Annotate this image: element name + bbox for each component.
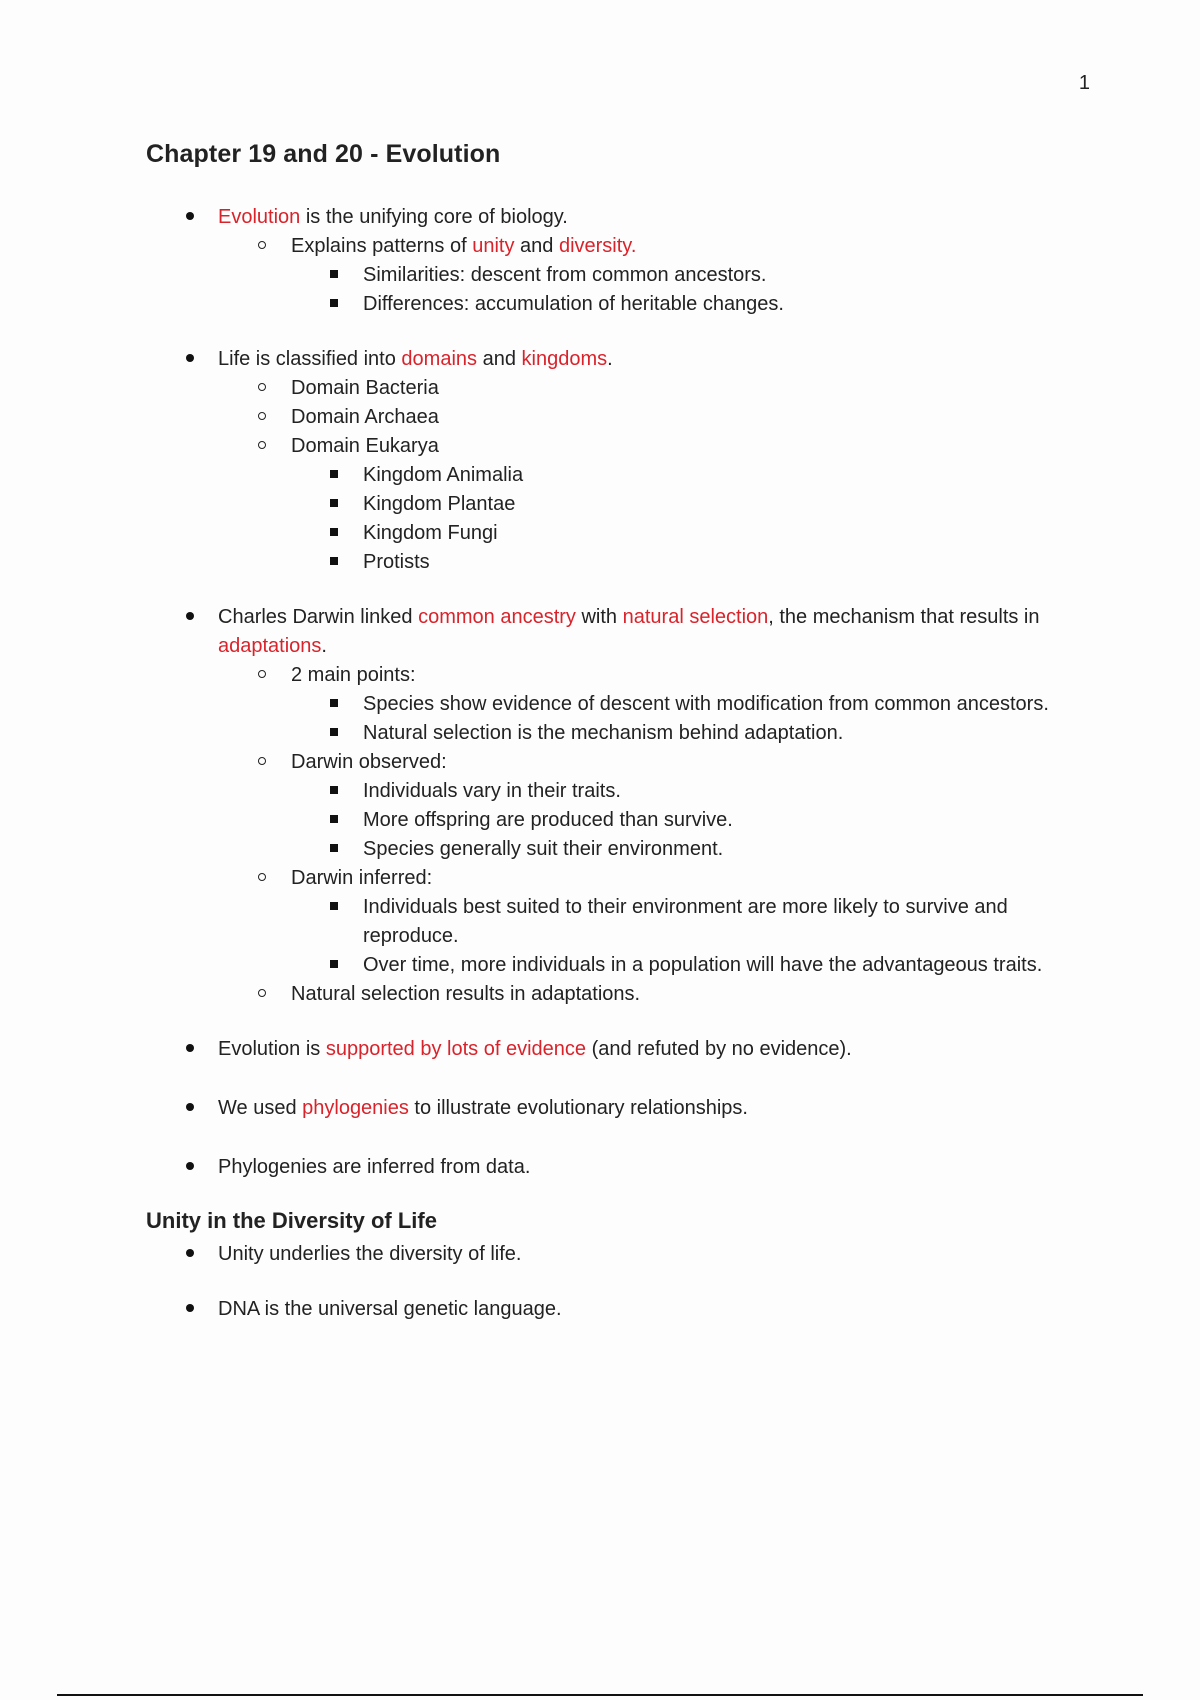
bullet-square-icon [324, 951, 344, 980]
page-number: 1 [1078, 72, 1090, 94]
item-text: Kingdom Plantae [363, 493, 516, 515]
item-text: Charles Darwin linked [218, 606, 419, 628]
bullet-phylogenies-data [146, 1153, 1086, 1182]
list-item [146, 835, 1086, 864]
bullet-square-icon [324, 290, 344, 319]
item-text: Individuals vary in their traits. [363, 780, 621, 802]
bullet-square-icon [324, 777, 344, 806]
item-text: Domain Archaea [291, 406, 439, 428]
item-text: is the unifying core of biology. [300, 206, 568, 228]
item-text: . [630, 235, 637, 257]
highlight-term: diversity [558, 235, 631, 257]
bullet-circle-icon [252, 661, 272, 690]
item-text: Life is classified into [218, 348, 402, 370]
item-text: . [321, 635, 327, 657]
list-item [146, 748, 1086, 777]
list-item [146, 980, 1086, 1009]
bullet-dot-icon [180, 1094, 200, 1123]
bullet-circle-icon [252, 748, 272, 777]
bullet-dot-icon [180, 1035, 200, 1064]
bullet-dot-icon [180, 1153, 200, 1182]
item-text: Domain Bacteria [291, 377, 439, 399]
list-item [146, 203, 1086, 232]
item-text: (and refuted by no evidence). [586, 1038, 852, 1060]
item-text: Protists [363, 551, 430, 573]
list-item [146, 864, 1086, 893]
document-body [146, 140, 1086, 1350]
highlight-term: phylogenies [302, 1097, 409, 1119]
item-text: Species show evidence of descent with modification from common ancestors. [363, 693, 1049, 715]
bullet-phylogenies [146, 1094, 1086, 1123]
item-text: Evolution is [218, 1038, 326, 1060]
highlight-term: common ancestry [418, 606, 576, 628]
list-item [146, 403, 1086, 432]
section-heading: Unity in the Diversity of Life [146, 1208, 437, 1233]
list-item [146, 777, 1086, 806]
item-text: More offspring are produced than survive. [363, 809, 733, 831]
list-item [146, 432, 1086, 461]
item-text: Darwin inferred: [291, 867, 433, 889]
highlight-term: unity [472, 235, 515, 257]
bullet-dot-icon [180, 1240, 200, 1269]
list-item [146, 1094, 1086, 1123]
item-text: Species generally suit their environment. [363, 838, 724, 860]
highlight-term: Evolution [218, 206, 301, 228]
list-item [146, 490, 1086, 519]
item-text: with [575, 606, 623, 628]
list-item [146, 1153, 1086, 1182]
item-text: Domain Eukarya [291, 435, 439, 457]
item-text: Kingdom Fungi [363, 522, 498, 544]
item-text: Phylogenies are inferred from data. [218, 1156, 531, 1178]
highlight-term: supported by lots of evidence [325, 1038, 587, 1060]
document-title: Chapter 19 and 20 - Evolution [146, 140, 501, 168]
bullet-square-icon [324, 548, 344, 577]
list-item [146, 1035, 1086, 1064]
bullet-dot-icon [180, 603, 200, 632]
list-item [146, 548, 1086, 577]
item-text: to illustrate evolutionary relationships. [408, 1097, 748, 1119]
item-text: We used [218, 1097, 303, 1119]
list-item [146, 719, 1086, 748]
list-item [146, 893, 1086, 951]
bullet-circle-icon [252, 864, 272, 893]
bullet-square-icon [324, 461, 344, 490]
list-item [146, 690, 1086, 719]
list-item [146, 461, 1086, 490]
bullet-square-icon [324, 690, 344, 719]
bullet-darwin [146, 603, 1086, 1009]
list-item [146, 951, 1086, 980]
list-item [146, 806, 1086, 835]
bullet-evidence [146, 1035, 1086, 1064]
item-text: Kingdom Animalia [363, 464, 524, 486]
bullet-circle-icon [252, 432, 272, 461]
list-item [146, 232, 1086, 261]
item-text: Darwin observed: [291, 751, 447, 773]
bullet-square-icon [324, 893, 344, 922]
highlight-term: domains [401, 348, 478, 370]
page-bottom-rule [57, 1694, 1143, 1696]
list-item [146, 290, 1086, 319]
bullet-circle-icon [252, 403, 272, 432]
bullet-square-icon [324, 835, 344, 864]
item-text: Natural selection is the mechanism behind adaptation. [363, 722, 844, 744]
item-text: Unity underlies the diversity of life. [218, 1243, 522, 1265]
bullet-unity [146, 1240, 1086, 1269]
bullet-evolution-core [146, 203, 1086, 319]
bullet-square-icon [324, 261, 344, 290]
item-text: DNA is the universal genetic language. [218, 1298, 562, 1320]
bullet-circle-icon [252, 232, 272, 261]
list-item [146, 261, 1086, 290]
list-item [146, 661, 1086, 690]
bullet-dna [146, 1295, 1086, 1324]
item-text: Similarities: descent from common ancestors. [363, 264, 767, 286]
item-text: and [514, 235, 559, 257]
bullet-circle-icon [252, 374, 272, 403]
item-text: Over time, more individuals in a population will have the advantageous traits. [363, 954, 1043, 976]
list-item [146, 519, 1086, 548]
highlight-term: kingdoms [521, 348, 608, 370]
bullet-square-icon [324, 719, 344, 748]
item-text: and [477, 348, 522, 370]
item-text: . [607, 348, 613, 370]
item-text: Explains patterns of [291, 235, 473, 257]
item-text: Individuals best suited to their environment are more likely to survive and reproduce. [363, 896, 1008, 947]
bullet-classification [146, 345, 1086, 577]
bullet-circle-icon [252, 980, 272, 1009]
list-item [146, 603, 1086, 661]
bullet-square-icon [324, 806, 344, 835]
item-text: Differences: accumulation of heritable changes. [363, 293, 784, 315]
item-text: , the mechanism that results in [768, 606, 1040, 628]
item-text: Natural selection results in adaptations. [291, 983, 641, 1005]
list-item [146, 1295, 1086, 1324]
highlight-term: adaptations [218, 635, 322, 657]
item-text: 2 main points: [291, 664, 416, 686]
list-item [146, 374, 1086, 403]
bullet-square-icon [324, 519, 344, 548]
highlight-term: natural selection [622, 606, 769, 628]
bullet-dot-icon [180, 1295, 200, 1324]
bullet-dot-icon [180, 203, 200, 232]
bullet-square-icon [324, 490, 344, 519]
bullet-dot-icon [180, 345, 200, 374]
list-item [146, 1240, 1086, 1269]
list-item [146, 345, 1086, 374]
